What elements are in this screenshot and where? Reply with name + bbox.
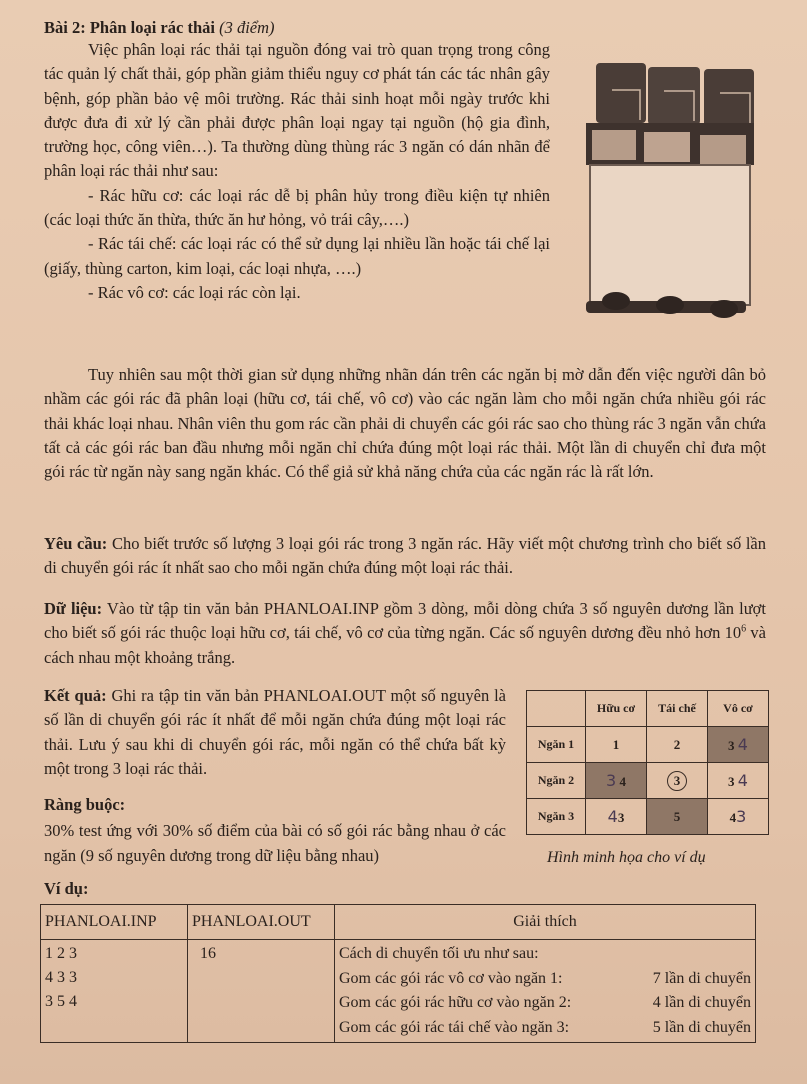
col-header-recyclable: Tái chế bbox=[647, 691, 708, 727]
illustration-row bbox=[527, 727, 769, 763]
category-inorganic: - Rác vô cơ: các loại rác còn lại. bbox=[88, 282, 301, 302]
example-title: Ví dụ: bbox=[44, 879, 89, 898]
input-line: 4 3 3 bbox=[45, 969, 77, 986]
requirement-label: Yêu cầu: bbox=[44, 534, 108, 553]
constraints-section bbox=[44, 793, 506, 868]
example-body-row bbox=[41, 940, 756, 1043]
handwritten-note: 3 bbox=[736, 807, 747, 826]
header-input-file: PHANLOAI.INP bbox=[41, 905, 188, 940]
header-output-file: PHANLOAI.OUT bbox=[188, 905, 335, 940]
output-value: 16 bbox=[200, 945, 216, 962]
input-label: Dữ liệu: bbox=[44, 599, 103, 618]
handwritten-note: 3 bbox=[606, 771, 617, 790]
cell-shaded: 3 4 bbox=[586, 763, 647, 799]
col-header-inorganic: Vô cơ bbox=[708, 691, 769, 727]
cell: 43 bbox=[708, 799, 769, 835]
illustration-corner bbox=[527, 691, 586, 727]
header-explanation: Giải thích bbox=[335, 905, 756, 940]
pedal-2 bbox=[656, 296, 684, 314]
requirement-section bbox=[44, 532, 766, 581]
problem-title bbox=[44, 18, 275, 38]
cell-circled: 3 bbox=[647, 763, 708, 799]
input-line: 1 2 3 bbox=[45, 945, 77, 962]
problem-points: (3 điểm) bbox=[219, 18, 275, 37]
explanation-step: Gom các gói rác vô cơ vào ngăn 1: 7 lần di chuyển bbox=[339, 969, 751, 987]
input-exponent: 6 bbox=[741, 623, 747, 635]
cell: 2 bbox=[647, 727, 708, 763]
category-organic: - Rác hữu cơ: các loại rác dễ bị phân hủy trong điều kiện tự nhiên (các loại thức ăn thừa, thức ăn hư hỏng, vỏ trái cây,….) bbox=[44, 185, 550, 230]
bin-lid-1 bbox=[596, 63, 646, 123]
pedal-1 bbox=[602, 292, 630, 310]
bin-body bbox=[590, 165, 750, 305]
explanation-step: Gom các gói rác tái chế vào ngăn 3: 5 lần di chuyển bbox=[339, 1018, 751, 1036]
illustration-header-row bbox=[527, 691, 769, 727]
illustration-table bbox=[526, 690, 769, 835]
illustration-row bbox=[527, 799, 769, 835]
story-section bbox=[44, 363, 766, 484]
trash-bin-image bbox=[578, 55, 758, 335]
constraints-text: 30% test ứng với 30% số điểm của bài có số gói rác bằng nhau ở các ngăn (9 số nguyên dương trong dữ liệu bằng nhau) bbox=[44, 821, 506, 865]
handwritten-note: 4 bbox=[607, 807, 618, 826]
constraints-label: Ràng buộc: bbox=[44, 795, 126, 814]
bin-lid-2 bbox=[648, 67, 700, 125]
example-table bbox=[40, 904, 756, 1043]
output-section bbox=[44, 684, 506, 781]
explanation-step: Gom các gói rác hữu cơ vào ngăn 2: 4 lần di chuyển bbox=[339, 994, 751, 1011]
cell: 43 bbox=[586, 799, 647, 835]
handwritten-note: 4 bbox=[737, 735, 748, 754]
handwritten-note: 4 bbox=[737, 771, 748, 790]
cell-shaded: 5 bbox=[647, 799, 708, 835]
example-input bbox=[41, 940, 188, 1043]
pedal-3 bbox=[710, 300, 738, 318]
row-header: Ngăn 3 bbox=[527, 799, 586, 835]
output-label: Kết quả: bbox=[44, 686, 107, 705]
illustration-caption: Hình minh họa cho ví dụ bbox=[547, 849, 706, 866]
input-tail: và cách nhau một khoảng trắng. bbox=[44, 623, 766, 667]
row-header: Ngăn 2 bbox=[527, 763, 586, 799]
row-header: Ngăn 1 bbox=[527, 727, 586, 763]
illustration-row bbox=[527, 763, 769, 799]
example-header-row bbox=[41, 905, 756, 940]
example-explanation bbox=[335, 940, 756, 1043]
cell: 3 4 bbox=[708, 763, 769, 799]
category-recyclable: - Rác tái chế: các loại rác có thể sử dụng lại nhiều lần hoặc tái chế lại (giấy, thùng carton, kim loại, các loại nhựa, ….) bbox=[44, 234, 550, 278]
output-text: Ghi ra tập tin văn bản PHANLOAI.OUT một số nguyên là số lần di chuyển gói rác ít nhất để mỗi ngăn chứa đúng một loại rác thải. Lưu ý sau khi di chuyển gói rác, mỗi ngăn có thể chứa bất kỳ một trong 3 loại rác thải. bbox=[44, 686, 507, 778]
problem-title-text: Bài 2: Phân loại rác thải bbox=[44, 18, 215, 37]
explanation-intro: Cách di chuyển tối ưu như sau: bbox=[339, 945, 539, 962]
intro-paragraph: Việc phân loại rác thải tại nguồn đóng vai trò quan trọng trong công tác quản lý chất thải, góp phần giảm thiểu nguy cơ phát tán các tác nhân gây bệnh, góp phần bảo vệ môi trường. Rác thải sinh hoạt mỗi ngày trước khi được đưa đi xử lý cần phải được phân loại ngay tại nguồn (hộ gia đình, trường học, công viên…). Ta thường dùng thùng rác 3 ngăn có dán nhãn để phân loại rác thải như sau: bbox=[44, 40, 550, 181]
example-output bbox=[188, 940, 335, 1043]
cell: 1 bbox=[586, 727, 647, 763]
input-text: Vào từ tập tin văn bản PHANLOAI.INP gồm 3 dòng, mỗi dòng chứa 3 số nguyên dương lần lượt cho biết số gói rác thuộc loại hữu cơ, tái chế, vô cơ của từng ngăn. Các số nguyên dương đều nhỏ hơn 10 bbox=[44, 599, 766, 643]
requirement-text: Cho biết trước số lượng 3 loại gói rác trong 3 ngăn rác. Hãy viết một chương trình cho biết số lần di chuyển gói rác ít nhất sao cho mỗi ngăn chứa đúng một loại rác thải. bbox=[44, 534, 766, 578]
bin-lid-3 bbox=[704, 69, 754, 129]
input-section bbox=[44, 597, 766, 670]
intro-section bbox=[44, 38, 550, 305]
col-header-organic: Hữu cơ bbox=[586, 691, 647, 727]
story-paragraph: Tuy nhiên sau một thời gian sử dụng những nhãn dán trên các ngăn bị mờ dẫn đến việc người dân bỏ nhầm các gói rác đã phân loại (hữu cơ, tái chế, vô cơ) vào các ngăn làm cho mỗi ngăn chứa nhiều gói rác thải khác loại nhau. Nhân viên thu gom rác cần phải di chuyển các gói rác sao cho thùng rác 3 ngăn vẫn chứa tất cả các gói rác ban đầu nhưng mỗi ngăn chỉ chứa đúng một loại rác thải. Một lần di chuyển chỉ đưa một gói rác từ ngăn này sang ngăn khác. Có thể giả sử khả năng chứa của các ngăn rác là rất lớn. bbox=[44, 365, 766, 482]
cell-shaded: 3 4 bbox=[708, 727, 769, 763]
input-line: 3 5 4 bbox=[45, 993, 77, 1010]
